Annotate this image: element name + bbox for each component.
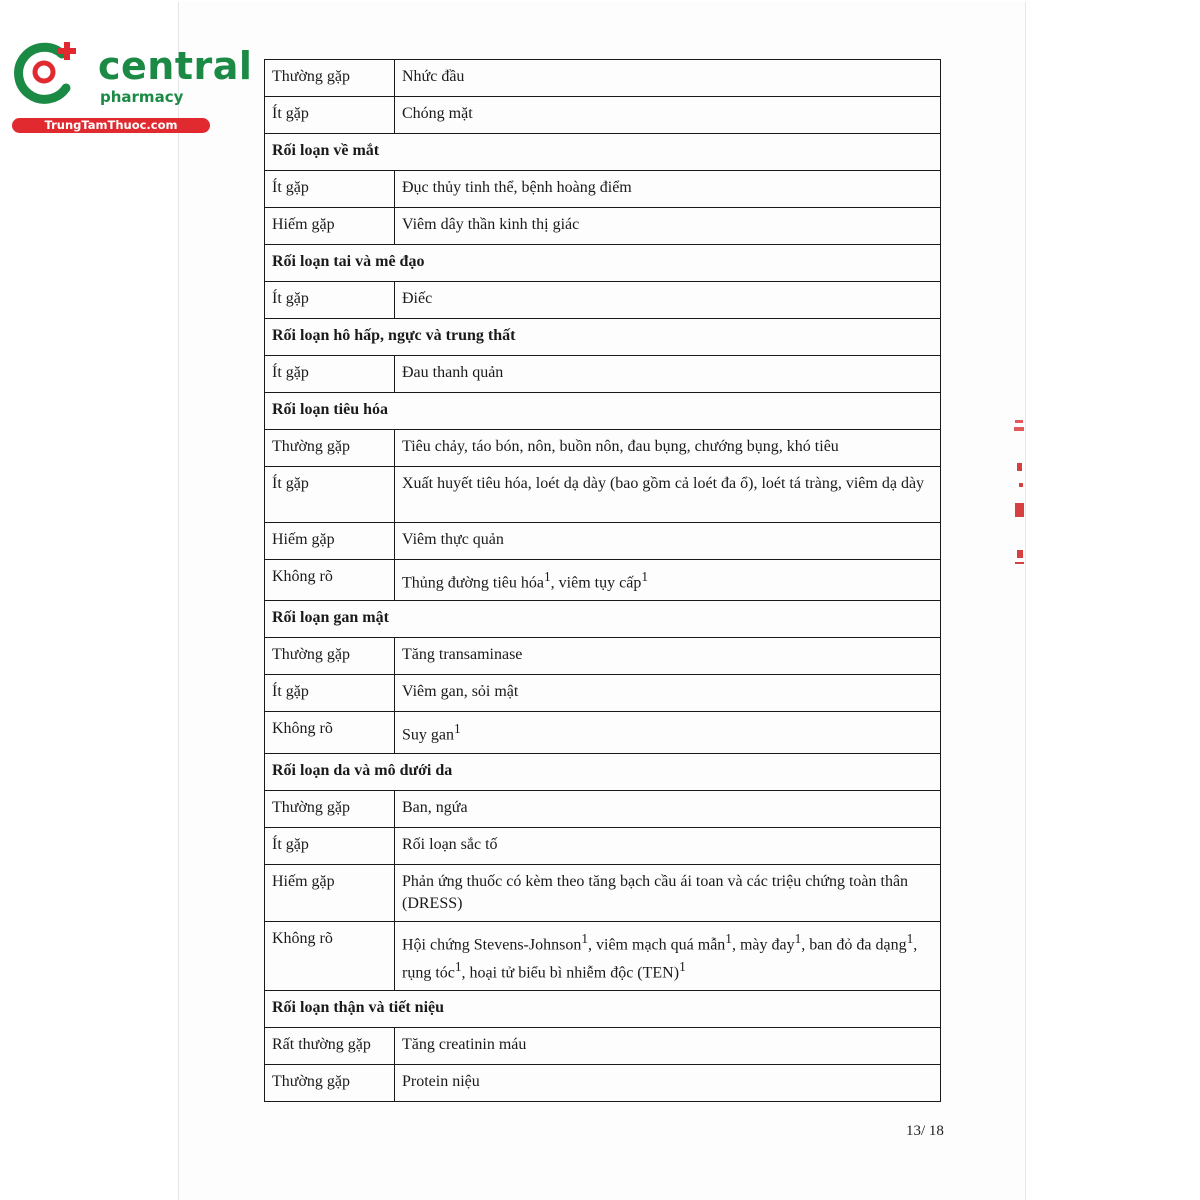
group-row — [265, 601, 941, 638]
table-row — [265, 712, 941, 753]
frequency-cell: Thường gặp — [265, 1065, 395, 1102]
effect-cell: Điếc — [395, 282, 941, 319]
effect-cell: Viêm thực quản — [395, 523, 941, 560]
frequency-cell: Ít gặp — [265, 675, 395, 712]
effect-cell: Xuất huyết tiêu hóa, loét dạ dày (bao gồm cả loét đa ổ), loét tá tràng, viêm dạ dày — [395, 467, 941, 523]
central-pharmacy-logo — [10, 38, 253, 138]
table-row — [265, 921, 941, 991]
effect-cell: Thủng đường tiêu hóa$^1$, viêm tụy cấp$^1$ — [395, 560, 941, 601]
frequency-cell: Ít gặp — [265, 827, 395, 864]
frequency-cell: Không rõ — [265, 712, 395, 753]
effect-cell: Protein niệu — [395, 1065, 941, 1102]
frequency-cell: Thường gặp — [265, 60, 395, 97]
group-row — [265, 319, 941, 356]
table-body — [265, 60, 941, 1102]
group-heading: Rối loạn tai và mê đạo — [265, 245, 941, 282]
logo-subtitle: pharmacy — [100, 88, 184, 106]
frequency-cell: Thường gặp — [265, 430, 395, 467]
effect-cell: Tăng creatinin máu — [395, 1028, 941, 1065]
effect-cell: Hội chứng Stevens-Johnson$^1$, viêm mạch quá mẫn$^1$, mày đay$^1$, ban đỏ đa dạng$^1$, rụng tóc$^1$, hoại tử biểu bì nhiễm độc (TEN)$^1$ — [395, 921, 941, 991]
frequency-cell: Rất thường gặp — [265, 1028, 395, 1065]
effect-cell: Suy gan$^1$ — [395, 712, 941, 753]
red-stamp-edge — [1012, 415, 1026, 575]
frequency-cell: Ít gặp — [265, 282, 395, 319]
frequency-cell: Hiếm gặp — [265, 523, 395, 560]
group-row — [265, 134, 941, 171]
table-row — [265, 356, 941, 393]
group-heading: Rối loạn thận và tiết niệu — [265, 991, 941, 1028]
table-row — [265, 97, 941, 134]
table-row — [265, 430, 941, 467]
frequency-cell: Hiếm gặp — [265, 864, 395, 921]
group-heading: Rối loạn tiêu hóa — [265, 393, 941, 430]
effect-cell: Tăng transaminase — [395, 638, 941, 675]
effect-cell: Ban, ngứa — [395, 790, 941, 827]
logo-url: TrungTamThuoc.com — [12, 118, 210, 133]
effect-cell: Nhức đầu — [395, 60, 941, 97]
frequency-cell: Không rõ — [265, 921, 395, 991]
table-row — [265, 864, 941, 921]
effect-cell: Phản ứng thuốc có kèm theo tăng bạch cầu ái toan và các triệu chứng toàn thân (DRESS) — [395, 864, 941, 921]
group-heading: Rối loạn da và mô dưới da — [265, 753, 941, 790]
group-row — [265, 991, 941, 1028]
effect-cell: Viêm gan, sỏi mật — [395, 675, 941, 712]
table-row — [265, 638, 941, 675]
group-heading: Rối loạn gan mật — [265, 601, 941, 638]
table-row — [265, 60, 941, 97]
effect-cell: Đục thủy tinh thể, bệnh hoàng điểm — [395, 171, 941, 208]
frequency-cell: Ít gặp — [265, 467, 395, 523]
table-row — [265, 171, 941, 208]
table-row — [265, 1065, 941, 1102]
frequency-cell: Hiếm gặp — [265, 208, 395, 245]
group-row — [265, 393, 941, 430]
table-row — [265, 208, 941, 245]
frequency-cell: Ít gặp — [265, 97, 395, 134]
effect-cell: Rối loạn sắc tố — [395, 827, 941, 864]
effect-cell: Đau thanh quản — [395, 356, 941, 393]
group-row — [265, 245, 941, 282]
effect-cell: Chóng mặt — [395, 97, 941, 134]
effect-cell: Tiêu chảy, táo bón, nôn, buồn nôn, đau bụng, chướng bụng, khó tiêu — [395, 430, 941, 467]
frequency-cell: Không rõ — [265, 560, 395, 601]
table-row — [265, 675, 941, 712]
pharmacy-cross-icon — [10, 38, 80, 108]
group-row — [265, 753, 941, 790]
group-heading: Rối loạn về mắt — [265, 134, 941, 171]
logo-name: central — [98, 44, 253, 88]
adverse-effects-table — [264, 59, 941, 1102]
frequency-cell: Ít gặp — [265, 356, 395, 393]
table-row — [265, 523, 941, 560]
frequency-cell: Thường gặp — [265, 638, 395, 675]
frequency-cell: Thường gặp — [265, 790, 395, 827]
effect-cell: Viêm dây thần kinh thị giác — [395, 208, 941, 245]
frequency-cell: Ít gặp — [265, 171, 395, 208]
table-row — [265, 282, 941, 319]
group-heading: Rối loạn hô hấp, ngực và trung thất — [265, 319, 941, 356]
table-row — [265, 1028, 941, 1065]
page-number: 13/ 18 — [906, 1123, 944, 1139]
table-row — [265, 790, 941, 827]
table-row — [265, 827, 941, 864]
table-row — [265, 467, 941, 523]
table-row — [265, 560, 941, 601]
